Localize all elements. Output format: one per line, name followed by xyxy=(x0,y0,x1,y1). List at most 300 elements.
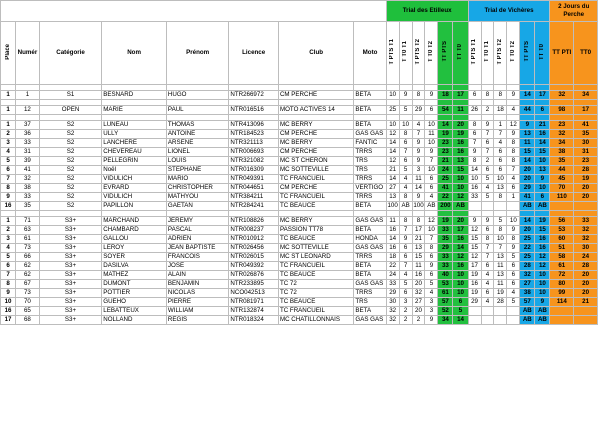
trial1-cell: 9 xyxy=(399,235,412,244)
trial1-cell: 16 xyxy=(453,148,468,157)
trial2-cell: 8 xyxy=(494,193,507,202)
trial1-cell: 11 xyxy=(386,217,399,226)
trial1-cell: 4 xyxy=(399,175,412,184)
firstname-cell: THOMAS xyxy=(166,121,228,130)
licence-cell: NTR026876 xyxy=(229,271,279,280)
category-cell: S3+ xyxy=(39,226,101,235)
trial1-cell: 16 xyxy=(453,262,468,271)
number-cell: 62 xyxy=(16,262,40,271)
trial2-cell: 5 xyxy=(507,298,520,307)
total-cell: 80 xyxy=(550,280,574,289)
trial1-cell: 5 xyxy=(399,280,412,289)
category-cell: S3+ xyxy=(39,235,101,244)
trial2-cell xyxy=(494,307,507,316)
trial2-col-header-5: TT T0 xyxy=(535,22,550,85)
trial2-cell: 4 xyxy=(481,280,494,289)
trial1-cell: 14 xyxy=(386,139,399,148)
total-cell: 60 xyxy=(550,235,574,244)
trial1-cell: 35 xyxy=(438,235,453,244)
licence-cell: NTR132874 xyxy=(229,307,279,316)
trial1-cell: 29 xyxy=(438,244,453,253)
trial1-cell: 5 xyxy=(453,307,468,316)
lastname-cell: POTTIER xyxy=(102,289,167,298)
number-cell: 38 xyxy=(16,184,40,193)
trial2-cell: 2 xyxy=(481,157,494,166)
place-cell: 5 xyxy=(1,157,16,166)
trial2-cell: 25 xyxy=(520,253,535,262)
lastname-cell: LEROY xyxy=(102,244,167,253)
trial1-cell: 27 xyxy=(386,184,399,193)
trial1-cell: 12 xyxy=(453,253,468,262)
trial1-cell: 14 xyxy=(386,175,399,184)
trial2-cell: 13 xyxy=(494,184,507,193)
trial2-cell: 6 xyxy=(507,184,520,193)
trial1-col-header-1: T T0 T1 xyxy=(399,22,412,85)
category-cell: S2 xyxy=(39,193,101,202)
moto-cell: FANTIC xyxy=(354,139,386,148)
trial1-cell: 2 xyxy=(412,316,425,325)
place-header: Place xyxy=(1,22,16,85)
trial1-cell: 52 xyxy=(438,307,453,316)
trial1-cell: AB xyxy=(453,202,468,211)
trial1-cell: 29 xyxy=(386,289,399,298)
category-cell: S3+ xyxy=(39,280,101,289)
trial2-cell: 7 xyxy=(481,253,494,262)
trial2-cell: AB xyxy=(520,307,535,316)
trial2-cell xyxy=(507,202,520,211)
table-row xyxy=(1,244,598,253)
trial1-cell: 32 xyxy=(386,307,399,316)
lastname-cell: MATHEZ xyxy=(102,271,167,280)
trial2-cell: 8 xyxy=(468,157,481,166)
trial1-cell: 15 xyxy=(412,253,425,262)
table-row xyxy=(1,157,598,166)
trial2-cell: 7 xyxy=(494,244,507,253)
licence-cell: NTR049391 xyxy=(229,175,279,184)
lastname-cell: CHEVEREAU xyxy=(102,148,167,157)
trial1-cell: 14 xyxy=(438,121,453,130)
firstname-cell: LOUIS xyxy=(166,157,228,166)
club-cell: MC ST LEONARD xyxy=(278,253,353,262)
total-cell xyxy=(574,202,598,211)
category-cell: S3+ xyxy=(39,307,101,316)
trial1-cell: 16 xyxy=(412,271,425,280)
club-header: Club xyxy=(278,22,353,85)
trial1-cell: 61 xyxy=(438,289,453,298)
firstname-cell: MATHYOU xyxy=(166,193,228,202)
trial1-cell: 6 xyxy=(425,175,438,184)
trial1-cell: 7 xyxy=(399,226,412,235)
trial2-cell: 2 xyxy=(481,106,494,115)
trial1-cell: 10 xyxy=(386,121,399,130)
trial1-cell: 11 xyxy=(412,262,425,271)
place-cell: 8 xyxy=(1,280,16,289)
lastname-cell: MARIE xyxy=(102,106,167,115)
total-cell: 34 xyxy=(550,139,574,148)
licence-cell: NTR233895 xyxy=(229,280,279,289)
total-cell: 44 xyxy=(550,166,574,175)
trial1-cell: 10 xyxy=(425,139,438,148)
trial1-cell: 100 xyxy=(413,202,424,209)
number-cell: 62 xyxy=(16,271,40,280)
club-cell: TC FRANCUEIL xyxy=(278,175,353,184)
trial2-cell: 10 xyxy=(535,157,550,166)
trial2-cell: 6 xyxy=(481,226,494,235)
firstname-header: Prénom xyxy=(166,22,228,85)
moto-cell: TRRS xyxy=(354,253,386,262)
trial2-col-header-0: T PTS T1 xyxy=(468,22,481,85)
trial1-cell: 3 xyxy=(425,307,438,316)
club-cell: CM PERCHE xyxy=(278,130,353,139)
place-cell: 6 xyxy=(1,166,16,175)
lastname-cell: DASILVA xyxy=(102,262,167,271)
total-cell xyxy=(574,316,598,325)
trial2-cell: 6 xyxy=(481,139,494,148)
licence-cell: NTR321082 xyxy=(229,157,279,166)
trial1-cell: 17 xyxy=(453,91,468,100)
table-row xyxy=(1,235,598,244)
trial2-cell: 5 xyxy=(507,253,520,262)
club-cell: TC BEAUCE xyxy=(278,235,353,244)
trial1-cell: 6 xyxy=(399,289,412,298)
number-cell: 33 xyxy=(16,139,40,148)
category-cell: S2 xyxy=(39,121,101,130)
licence-cell: NTR413096 xyxy=(229,121,279,130)
trial2-cell: 26 xyxy=(468,106,481,115)
trial1-cell: 12 xyxy=(386,130,399,139)
place-cell: 8 xyxy=(1,184,16,193)
club-cell: MC ST CHERON xyxy=(278,157,353,166)
trial1-cell: 10 xyxy=(453,289,468,298)
table-row xyxy=(1,121,598,130)
number-cell: 39 xyxy=(16,157,40,166)
trial2-cell: 14 xyxy=(535,139,550,148)
trial2-cell: 8 xyxy=(507,139,520,148)
trial1-cell: 9 xyxy=(425,91,438,100)
trial2-cell: 8 xyxy=(507,148,520,157)
category-cell: S2 xyxy=(39,175,101,184)
lastname-cell: VIDULICH xyxy=(102,175,167,184)
number-cell: 65 xyxy=(16,307,40,316)
trial1-cell: 57 xyxy=(438,298,453,307)
category-header: Catégorie xyxy=(39,22,101,85)
table-row xyxy=(1,262,598,271)
trial1-cell: 8 xyxy=(412,91,425,100)
trial2-cell: 11 xyxy=(494,262,507,271)
trial1-cell: 4 xyxy=(425,193,438,202)
total-cell: 20 xyxy=(574,184,598,193)
trial1-cell: 16 xyxy=(386,244,399,253)
club-cell: MC SOTTEVILLE xyxy=(278,244,353,253)
lastname-cell: Noël xyxy=(102,166,167,175)
trial2-cell: 8 xyxy=(494,91,507,100)
table-row xyxy=(1,307,598,316)
moto-cell: GAS GAS xyxy=(354,217,386,226)
trial2-cell: 7 xyxy=(481,130,494,139)
trial2-cell: 10 xyxy=(494,175,507,184)
lastname-cell: EVRARD xyxy=(102,184,167,193)
total-cell xyxy=(550,307,574,316)
trial2-cell: 5 xyxy=(494,217,507,226)
firstname-cell: ARSENE xyxy=(166,139,228,148)
moto-cell: GAS GAS xyxy=(354,280,386,289)
trial1-cell: 5 xyxy=(399,166,412,175)
trial2-cell xyxy=(468,316,481,325)
lastname-cell: DUMONT xyxy=(102,280,167,289)
trial1-cell: 7 xyxy=(399,148,412,157)
lastname-cell: ULLY xyxy=(102,130,167,139)
trial1-cell: 5 xyxy=(399,106,412,115)
total-cell: 28 xyxy=(574,262,598,271)
trial2-cell: 4 xyxy=(507,106,520,115)
lastname-cell: NOLLAND xyxy=(102,316,167,325)
lastname-cell: MARCHAND xyxy=(102,217,167,226)
trial1-cell: 6 xyxy=(425,106,438,115)
trial2-cell: 19 xyxy=(494,289,507,298)
trial1-cell: 8 xyxy=(399,130,412,139)
trial1-cell: 4 xyxy=(412,121,425,130)
trial2-cell: 8 xyxy=(507,157,520,166)
table-row xyxy=(1,193,598,202)
moto-cell: BETA xyxy=(354,307,386,316)
place-cell: 7 xyxy=(1,175,16,184)
trial1-cell: 12 xyxy=(425,217,438,226)
trial2-cell: 41 xyxy=(520,193,535,202)
club-cell: TC BEAUCE xyxy=(278,298,353,307)
licence-cell: NTR008237 xyxy=(229,226,279,235)
trial2-cell: 7 xyxy=(468,139,481,148)
total-cell: 35 xyxy=(574,130,598,139)
moto-cell: BETA xyxy=(354,91,386,100)
trial1-cell: 33 xyxy=(438,262,453,271)
total-cell: 38 xyxy=(550,148,574,157)
trial1-cell: 21 xyxy=(412,235,425,244)
trial1-cell: 54 xyxy=(438,106,453,115)
table-row xyxy=(1,202,598,211)
trial2-cell: 6 xyxy=(468,91,481,100)
total-cell xyxy=(574,307,598,316)
trial2-cell: 4 xyxy=(494,139,507,148)
trial1-cell: 5 xyxy=(425,280,438,289)
trial1-cell: 4 xyxy=(399,184,412,193)
moto-cell: BETA xyxy=(354,226,386,235)
trial2-cell: AB xyxy=(520,316,535,325)
moto-cell: TRRS xyxy=(354,175,386,184)
total-cell: 70 xyxy=(550,184,574,193)
trial2-cell: 21 xyxy=(535,121,550,130)
trial2-cell: 19 xyxy=(535,217,550,226)
moto-cell: TRS xyxy=(354,166,386,175)
moto-cell: TRS xyxy=(354,298,386,307)
trial2-cell: 15 xyxy=(468,235,481,244)
trial1-cell: 13 xyxy=(386,193,399,202)
number-cell: 1 xyxy=(16,91,40,100)
number-cell: 61 xyxy=(16,235,40,244)
trial2-cell: 33 xyxy=(468,193,481,202)
number-cell: 70 xyxy=(16,298,40,307)
trial1-cell: 10 xyxy=(386,91,399,100)
club-cell: MC SOTTEVILLE xyxy=(278,166,353,175)
licence-cell: NTR266972 xyxy=(229,91,279,100)
trial2-col-header-3: T T0 T2 xyxy=(507,22,520,85)
trial1-cell: 9 xyxy=(399,91,412,100)
total-cell: 99 xyxy=(550,289,574,298)
trial1-cell: 10 xyxy=(425,226,438,235)
trial2-cell: 8 xyxy=(481,235,494,244)
trial1-cell: 10 xyxy=(425,166,438,175)
number-cell: 66 xyxy=(16,253,40,262)
trial2-cell: 9 xyxy=(481,121,494,130)
place-cell: 3 xyxy=(1,235,16,244)
category-cell: S2 xyxy=(39,139,101,148)
trial2-cell: 10 xyxy=(468,175,481,184)
trial2-cell: 16 xyxy=(535,235,550,244)
trial2-cell: 6 xyxy=(494,148,507,157)
number-cell: 73 xyxy=(16,244,40,253)
club-cell: CM PERCHE xyxy=(278,91,353,100)
licence-cell: NTR018324 xyxy=(229,316,279,325)
category-cell: S2 xyxy=(39,202,101,211)
total-cell: 110 xyxy=(550,193,574,202)
trial2-cell: 20 xyxy=(520,175,535,184)
table-row xyxy=(1,91,598,100)
trial2-cell: 25 xyxy=(520,235,535,244)
trial2-col-header-4: TT PTS xyxy=(520,22,535,85)
trial1-cell: 13 xyxy=(453,157,468,166)
trial1-cell: 6 xyxy=(453,298,468,307)
trial1-cell: 7 xyxy=(425,235,438,244)
trial2-cell: 6 xyxy=(535,193,550,202)
trial1-cell: 29 xyxy=(412,106,425,115)
trial2-cell: 6 xyxy=(507,262,520,271)
trial2-cell: AB xyxy=(520,202,535,211)
table-row xyxy=(1,289,598,298)
trial2-cell: 13 xyxy=(494,271,507,280)
trial2-cell: 14 xyxy=(520,157,535,166)
trial2-cell: 10 xyxy=(507,217,520,226)
category-cell: S3+ xyxy=(39,253,101,262)
total-cell: 32 xyxy=(550,91,574,100)
number-cell: 32 xyxy=(16,175,40,184)
trial1-cell: 100 xyxy=(387,202,398,209)
moto-cell: HONDA xyxy=(354,235,386,244)
trial2-cell: AB xyxy=(535,307,550,316)
firstname-cell: ADRIEN xyxy=(166,235,228,244)
table-row xyxy=(1,226,598,235)
category-cell: S2 xyxy=(39,166,101,175)
licence-cell: NTR284241 xyxy=(229,202,279,211)
trial1-cell: 24 xyxy=(438,166,453,175)
firstname-cell: GAETAN xyxy=(166,202,228,211)
licence-cell: NTR006693 xyxy=(229,148,279,157)
firstname-cell: WILLIAM xyxy=(166,307,228,316)
moto-header: Moto xyxy=(354,22,386,85)
trial2-cell: 6 xyxy=(535,106,550,115)
trial1-cell: 3 xyxy=(412,166,425,175)
trial2-cell xyxy=(494,316,507,325)
firstname-cell: PAUL xyxy=(166,106,228,115)
trial2-cell: 6 xyxy=(481,289,494,298)
lastname-cell: PAPILLON xyxy=(102,202,167,211)
trial2-cell: 18 xyxy=(494,106,507,115)
trial1-cell: 19 xyxy=(453,130,468,139)
trial2-cell xyxy=(481,316,494,325)
total-title: 2 Jours du Perche xyxy=(550,1,598,22)
trial1-cell: 2 xyxy=(399,307,412,316)
number-cell: 31 xyxy=(16,148,40,157)
table-row xyxy=(1,184,598,193)
trial2-cell: 29 xyxy=(520,184,535,193)
trial2-cell xyxy=(481,307,494,316)
trial2-cell: 7 xyxy=(494,130,507,139)
trial2-cell: 29 xyxy=(468,298,481,307)
trial1-cell: 7 xyxy=(399,262,412,271)
total-cell xyxy=(550,316,574,325)
table-row xyxy=(1,271,598,280)
trial1-cell: 6 xyxy=(399,139,412,148)
trial2-cell: 38 xyxy=(520,289,535,298)
club-cell: TC FRANCUEIL xyxy=(278,262,353,271)
total-cell: 53 xyxy=(550,226,574,235)
licence-header: Licence xyxy=(229,22,279,85)
club-cell: TC 72 xyxy=(278,289,353,298)
place-cell: 16 xyxy=(1,202,16,211)
trial2-cell: 44 xyxy=(520,106,535,115)
moto-cell: BETA xyxy=(354,271,386,280)
club-cell: TC BEAUCE xyxy=(278,202,353,211)
trial1-cell: 7 xyxy=(425,157,438,166)
trial2-cell: 8 xyxy=(481,91,494,100)
total-cell: 21 xyxy=(574,298,598,307)
place-cell: 4 xyxy=(1,244,16,253)
trial2-cell: 9 xyxy=(507,91,520,100)
trial2-cell: 4 xyxy=(481,184,494,193)
place-cell: 6 xyxy=(1,262,16,271)
category-cell: OPEN xyxy=(39,106,101,115)
trial2-cell xyxy=(481,202,494,211)
trial1-cell: 23 xyxy=(438,139,453,148)
trial1-cell: 10 xyxy=(453,271,468,280)
moto-cell: VERTIGO xyxy=(354,184,386,193)
trial2-cell: 8 xyxy=(468,121,481,130)
trial2-cell: 16 xyxy=(468,184,481,193)
trial1-cell: 13 xyxy=(412,244,425,253)
lastname-cell: SOYER xyxy=(102,253,167,262)
lastname-cell: VIDULICH xyxy=(102,193,167,202)
table-row xyxy=(1,106,598,115)
trial2-cell: 16 xyxy=(468,280,481,289)
total-cell: 32 xyxy=(574,226,598,235)
trial2-cell: 13 xyxy=(520,130,535,139)
firstname-cell: JOSE xyxy=(166,262,228,271)
trial1-cell: 14 xyxy=(386,148,399,157)
total-cell: 23 xyxy=(574,157,598,166)
trial2-title: Trial de Vichères xyxy=(468,1,550,22)
lastname-cell: CHAMBARD xyxy=(102,226,167,235)
total-cell: 45 xyxy=(550,175,574,184)
firstname-cell: REGIS xyxy=(166,316,228,325)
trial1-cell: 9 xyxy=(412,157,425,166)
total-cell: 32 xyxy=(574,235,598,244)
trial1-cell: 16 xyxy=(386,226,399,235)
trial1-cell: 14 xyxy=(453,244,468,253)
moto-cell: BETA xyxy=(354,106,386,115)
trial1-cell: 12 xyxy=(453,193,468,202)
total-col-header-1: TT0 xyxy=(574,22,598,85)
trial2-cell: 32 xyxy=(520,271,535,280)
trial2-cell xyxy=(507,316,520,325)
trial1-cell: 10 xyxy=(453,280,468,289)
